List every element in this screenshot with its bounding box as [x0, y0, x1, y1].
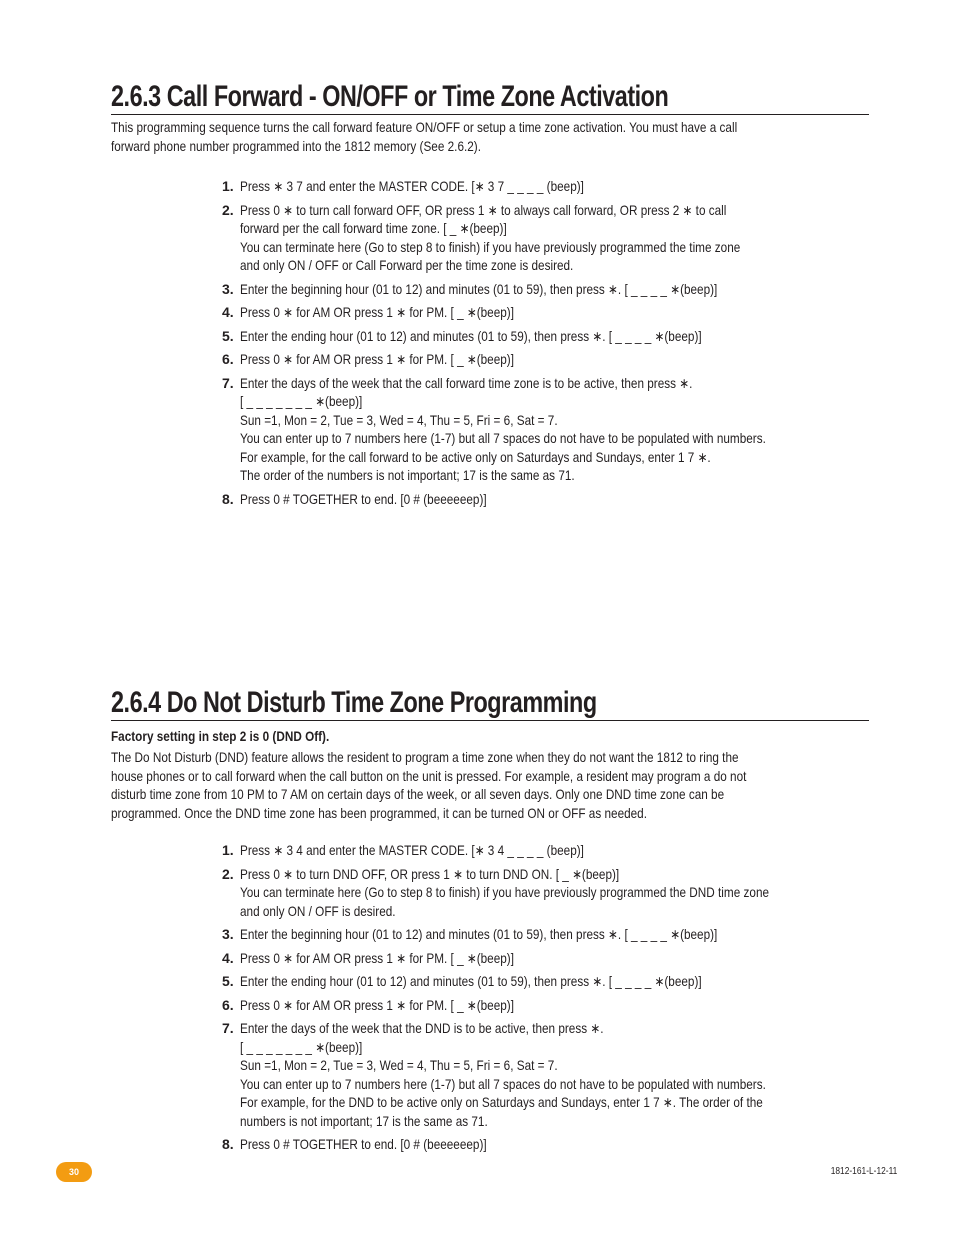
step-text: The order of the numbers is not important; 17 is the same as 71.	[240, 467, 575, 483]
step-text: Sun =1, Mon = 2, Tue = 3, Wed = 4, Thu = 5, Fri = 6, Sat = 7.	[240, 1057, 558, 1073]
step-item	[222, 280, 882, 299]
step-number: 7.	[222, 374, 234, 391]
step-text: For example, for the DND to be active only on Saturdays and Sundays, enter 1 7 ∗. The order of the	[240, 1094, 763, 1110]
step-text: and only ON / OFF or Call Forward per the time zone is desired.	[240, 257, 574, 273]
step-item	[222, 865, 882, 921]
step-text: Press 0 ∗ for AM OR press 1 ∗ for PM. [ _ ∗(beep)]	[240, 351, 514, 367]
step-text: Enter the ending hour (01 to 12) and minutes (01 to 59), then press ∗. [ _ _ _ _ ∗(beep)]	[240, 327, 702, 344]
step-number: 2.	[222, 865, 234, 882]
step-number: 4.	[222, 304, 234, 320]
step-number: 5.	[222, 327, 234, 344]
step-item	[222, 374, 882, 485]
step-text: Enter the beginning hour (01 to 12) and minutes (01 to 59), then press ∗. [ _ _ _ _ ∗(beep)]	[240, 926, 718, 942]
step-item	[222, 177, 882, 196]
step-item	[222, 490, 882, 509]
step-item	[222, 327, 882, 346]
step-text: Press 0 ∗ to turn call forward OFF, OR press 1 ∗ to always call forward, OR press 2 ∗ to call	[240, 201, 727, 218]
factory-setting-note: Factory setting in step 2 is 0 (DND Off).	[111, 728, 330, 744]
step-text: For example, for the call forward to be active only on Saturdays and Sundays, enter 1 7 ∗.	[240, 448, 711, 465]
document-code: 1812-161-L-12-11	[830, 1166, 897, 1177]
section-title-dnd: 2.6.4 Do Not Disturb Time Zone Programming	[111, 686, 869, 721]
step-text: Enter the days of the week that the call forward time zone is to be active, then press ∗.	[240, 374, 693, 391]
step-text: Press 0 ∗ to turn DND OFF, OR press 1 ∗ to turn DND ON. [ _ ∗(beep)]	[240, 865, 620, 882]
intro-line: This programming sequence turns the call forward feature ON/OFF or setup a time zone activation. You must have a call	[111, 119, 738, 135]
step-item	[222, 1135, 882, 1154]
intro-line: programmed. Once the DND time zone has been programmed, it can be turned ON or OFF as needed.	[111, 804, 647, 821]
step-number: 3.	[222, 280, 234, 297]
step-number: 6.	[222, 351, 234, 367]
step-item	[222, 925, 882, 944]
section-call-forward	[111, 80, 869, 155]
step-item	[222, 841, 882, 860]
step-item	[222, 350, 882, 369]
step-item	[222, 1019, 882, 1130]
step-number: 8.	[222, 490, 234, 507]
step-text: [ _ _ _ _ _ _ _ ∗(beep)]	[240, 1038, 363, 1055]
step-text: You can enter up to 7 numbers here (1-7) but all 7 spaces do not have to be populated with numbers.	[240, 430, 766, 446]
step-number: 1.	[222, 842, 234, 858]
step-number: 1.	[222, 178, 234, 194]
step-text: Sun =1, Mon = 2, Tue = 3, Wed = 4, Thu = 5, Fri = 6, Sat = 7.	[240, 411, 558, 428]
step-text: Enter the days of the week that the DND is to be active, then press ∗.	[240, 1020, 604, 1036]
steps-dnd	[222, 841, 882, 1159]
intro-dnd	[111, 748, 869, 822]
intro-line: house phones or to call forward when the call button on the unit is pressed. For example, a resident may program a do not	[111, 767, 747, 784]
page-number-badge: 30	[56, 1162, 92, 1182]
step-text: Press 0 ∗ for AM OR press 1 ∗ for PM. [ _ ∗(beep)]	[240, 304, 514, 320]
step-number: 7.	[222, 1020, 234, 1036]
intro-line: The Do Not Disturb (DND) feature allows the resident to program a time zone when they do not want the 1812 to ring the	[111, 749, 739, 765]
intro-line: forward phone number programmed into the 1812 memory (See 2.6.2).	[111, 137, 481, 154]
steps-call-forward	[222, 177, 882, 513]
step-item	[222, 303, 882, 322]
intro-call-forward	[111, 118, 869, 155]
step-text: Press 0 # TOGETHER to end. [0 # (beeeeeep)]	[240, 490, 487, 507]
step-text: and only ON / OFF is desired.	[240, 902, 396, 919]
step-text: Enter the ending hour (01 to 12) and minutes (01 to 59), then press ∗. [ _ _ _ _ ∗(beep)]	[240, 973, 702, 989]
step-number: 3.	[222, 926, 234, 942]
step-text: You can terminate here (Go to step 8 to finish) if you have previously programmed the time zone	[240, 238, 741, 255]
step-item	[222, 972, 882, 991]
step-text: [ _ _ _ _ _ _ _ ∗(beep)]	[240, 393, 363, 409]
intro-line: disturb time zone from 10 PM to 7 AM on certain days of the week, or all seven days. Only one DND time zone can be	[111, 786, 725, 802]
step-text: numbers is not important; 17 is the same as 71.	[240, 1112, 488, 1129]
step-text: Press 0 ∗ for AM OR press 1 ∗ for PM. [ _ ∗(beep)]	[240, 949, 514, 966]
step-text: forward per the call forward time zone. [ _ ∗(beep)]	[240, 220, 507, 236]
step-number: 4.	[222, 949, 234, 966]
step-number: 8.	[222, 1136, 234, 1152]
section-dnd	[111, 686, 869, 822]
step-text: You can terminate here (Go to step 8 to finish) if you have previously programmed the DND time zone	[240, 884, 770, 900]
step-number: 5.	[222, 973, 234, 989]
step-text: Press 0 ∗ for AM OR press 1 ∗ for PM. [ _ ∗(beep)]	[240, 996, 514, 1013]
step-item	[222, 996, 882, 1015]
step-text: Enter the beginning hour (01 to 12) and minutes (01 to 59), then press ∗. [ _ _ _ _ ∗(beep)]	[240, 280, 718, 297]
step-item	[222, 201, 882, 275]
step-text: Press 0 # TOGETHER to end. [0 # (beeeeeep)]	[240, 1136, 487, 1152]
step-number: 6.	[222, 996, 234, 1013]
step-number: 2.	[222, 201, 234, 218]
step-text: Press ∗ 3 7 and enter the MASTER CODE. [∗ 3 7 _ _ _ _ (beep)]	[240, 178, 584, 194]
section-title-call-forward: 2.6.3 Call Forward - ON/OFF or Time Zone Activation	[111, 80, 869, 115]
step-text: Press ∗ 3 4 and enter the MASTER CODE. [∗ 3 4 _ _ _ _ (beep)]	[240, 842, 584, 858]
step-text: You can enter up to 7 numbers here (1-7) but all 7 spaces do not have to be populated with numbers.	[240, 1075, 766, 1092]
step-item	[222, 949, 882, 968]
